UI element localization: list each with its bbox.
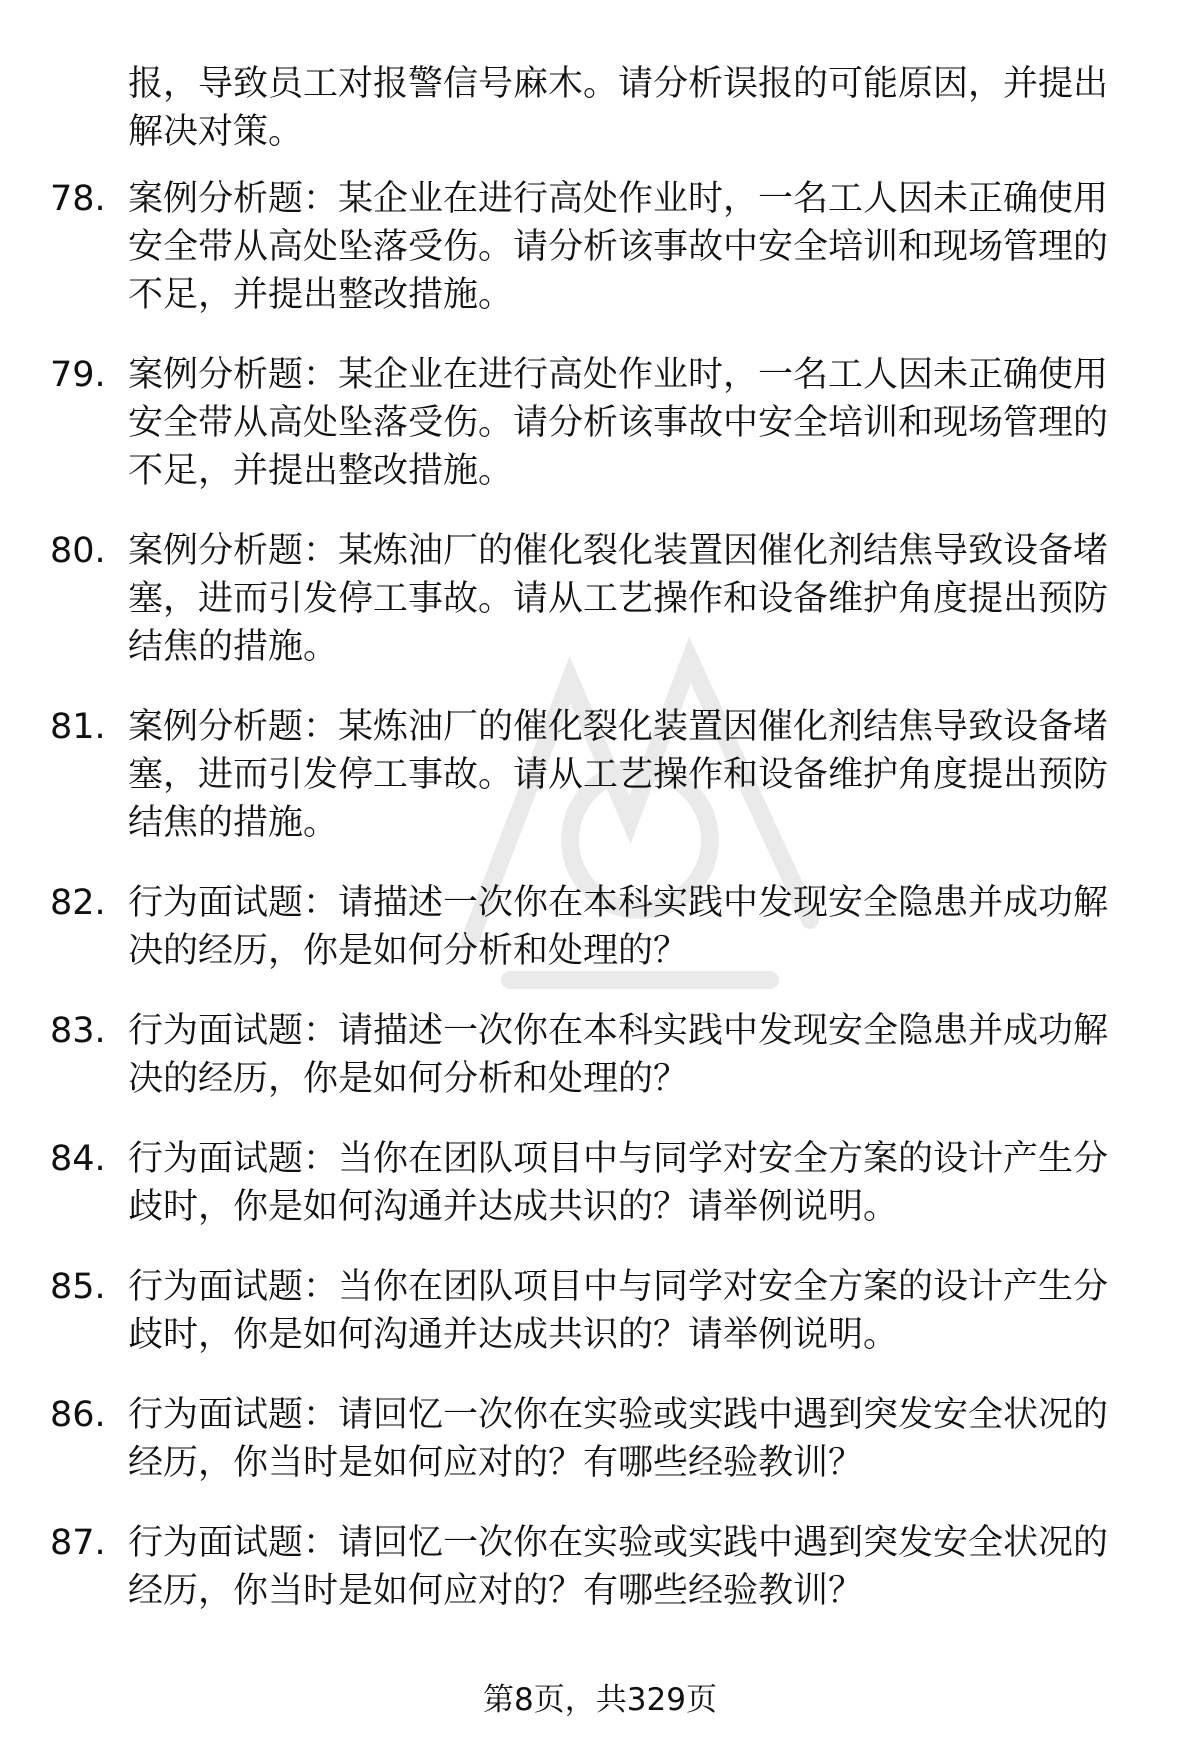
- question-number: 83.: [50, 1011, 106, 1051]
- question-text: 行为面试题：当你在团队项目中与同学对安全方案的设计产生分歧时，你是如何沟通并达成共识的？请举例说明。: [128, 1139, 1109, 1227]
- question-number: 86.: [50, 1395, 106, 1435]
- question-item: [0, 351, 1200, 495]
- question-item: [0, 1391, 1200, 1487]
- page-footer: 第8页，共329页: [483, 1682, 717, 1718]
- question-item: [0, 879, 1200, 975]
- question-number: 78.: [50, 179, 106, 219]
- question-item: [0, 1519, 1200, 1615]
- continuation-paragraph: 报，导致员工对报警信号麻木。请分析误报的可能原因，并提出解决对策。: [128, 64, 1109, 152]
- question-item: [0, 1263, 1200, 1359]
- question-item: [0, 703, 1200, 847]
- question-list: [0, 175, 1200, 1647]
- question-text: 案例分析题：某企业在进行高处作业时，一名工人因未正确使用安全带从高处坠落受伤。请分析该事故中安全培训和现场管理的不足，并提出整改措施。: [128, 355, 1109, 491]
- question-text: 行为面试题：请描述一次你在本科实践中发现安全隐患并成功解决的经历，你是如何分析和处理的？: [128, 883, 1109, 971]
- question-text: 案例分析题：某企业在进行高处作业时，一名工人因未正确使用安全带从高处坠落受伤。请分析该事故中安全培训和现场管理的不足，并提出整改措施。: [128, 179, 1109, 315]
- question-number: 81.: [50, 707, 106, 747]
- question-text: 案例分析题：某炼油厂的催化裂化装置因催化剂结焦导致设备堵塞，进而引发停工事故。请从工艺操作和设备维护角度提出预防结焦的措施。: [128, 707, 1109, 843]
- question-item: [0, 1007, 1200, 1103]
- question-item: [0, 527, 1200, 671]
- question-text: 行为面试题：请回忆一次你在实验或实践中遇到突发安全状况的经历，你当时是如何应对的？有哪些经验教训？: [128, 1395, 1109, 1483]
- question-text: 行为面试题：请描述一次你在本科实践中发现安全隐患并成功解决的经历，你是如何分析和处理的？: [128, 1011, 1109, 1099]
- question-item: [0, 175, 1200, 319]
- question-number: 80.: [50, 531, 106, 571]
- question-item: [0, 1135, 1200, 1231]
- question-text: 案例分析题：某炼油厂的催化裂化装置因催化剂结焦导致设备堵塞，进而引发停工事故。请从工艺操作和设备维护角度提出预防结焦的措施。: [128, 531, 1109, 667]
- question-number: 79.: [50, 355, 106, 395]
- question-text: 行为面试题：请回忆一次你在实验或实践中遇到突发安全状况的经历，你当时是如何应对的？有哪些经验教训？: [128, 1523, 1109, 1611]
- question-number: 84.: [50, 1139, 106, 1179]
- question-number: 82.: [50, 883, 106, 923]
- question-number: 85.: [50, 1267, 106, 1307]
- question-text: 行为面试题：当你在团队项目中与同学对安全方案的设计产生分歧时，你是如何沟通并达成共识的？请举例说明。: [128, 1267, 1109, 1355]
- question-number: 87.: [50, 1523, 106, 1563]
